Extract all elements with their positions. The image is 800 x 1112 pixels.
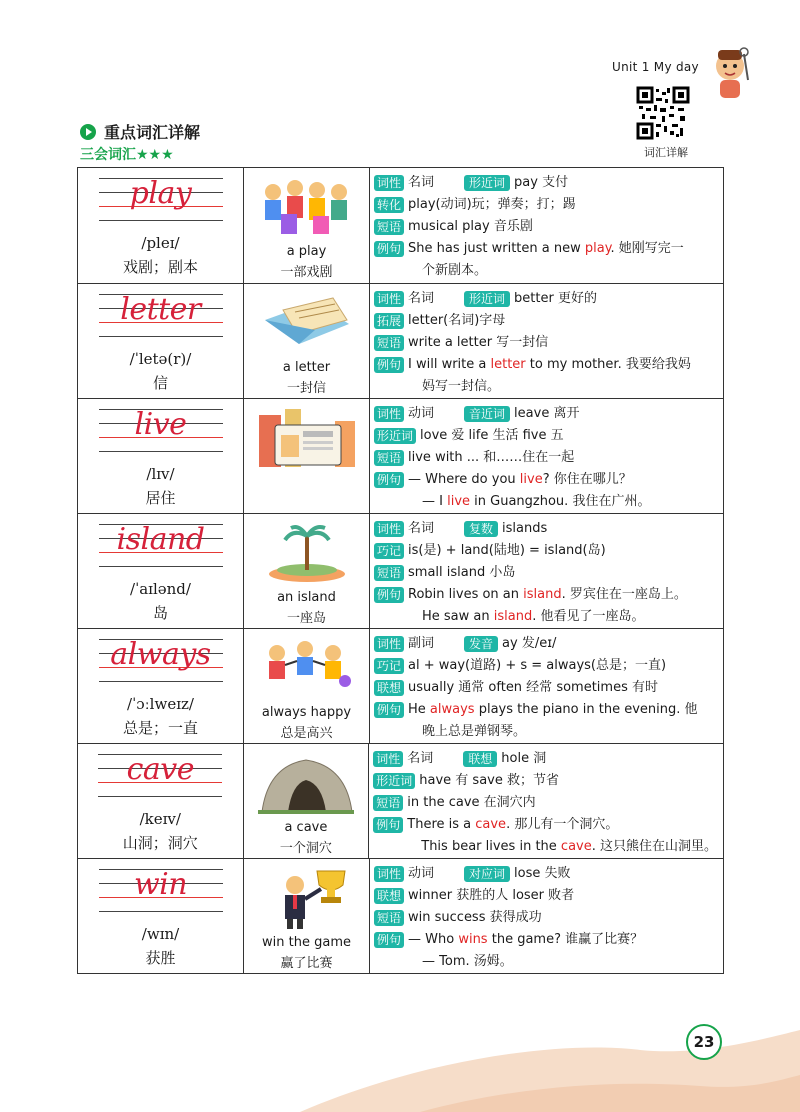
page-number: 23 xyxy=(686,1024,722,1060)
word-cell xyxy=(78,399,244,513)
category-tag: 词性 xyxy=(374,175,404,191)
picture-caption-en: a play xyxy=(286,244,327,259)
info-text: 名词 xyxy=(407,751,434,766)
info-text: in the cave 在洞穴内 xyxy=(407,795,536,810)
meaning: 居住 xyxy=(145,489,176,507)
info-text: hole 洞 xyxy=(501,751,547,766)
section-subtitle: 三会词汇★★★ xyxy=(80,147,174,163)
headword: letter xyxy=(120,292,201,327)
info-line xyxy=(374,540,717,562)
unit-title: Unit 1 My day xyxy=(612,60,699,74)
qr-caption: 词汇详解 xyxy=(644,146,688,159)
category-tag: 对应词 xyxy=(464,866,510,882)
info-text: win success 获得成功 xyxy=(408,910,542,925)
word-cell xyxy=(78,284,244,398)
example-text: ? 你住在哪儿？ xyxy=(542,472,632,487)
example-text: He saw an xyxy=(422,609,494,624)
picture-caption-cn: 一封信 xyxy=(286,381,326,396)
picture-caption-cn: 一部戏剧 xyxy=(280,265,333,280)
play-bullet-icon xyxy=(80,124,96,140)
info-text: small island 小岛 xyxy=(408,565,516,580)
info-line xyxy=(374,885,717,907)
example-text: to my mother. 我要给我妈 xyxy=(525,357,691,372)
example-text: . 他看见了一座岛。 xyxy=(532,609,645,624)
example-text: in Guangzhou. 我住在广州。 xyxy=(470,494,651,509)
info-text: better 更好的 xyxy=(514,291,597,306)
info-line xyxy=(374,332,717,354)
info-text: pay 支付 xyxy=(514,175,569,190)
category-tag: 词性 xyxy=(374,406,404,422)
handwriting-lines xyxy=(99,174,223,222)
info-line-continued xyxy=(374,606,717,628)
info-text: lose 失败 xyxy=(514,866,571,881)
info-text: winner 获胜的人 loser 败者 xyxy=(408,888,575,903)
phonetic: /wɪn/ xyxy=(141,925,180,943)
info-text: musical play 音乐剧 xyxy=(408,219,533,234)
category-tag: 词性 xyxy=(374,636,404,652)
vocabulary-table xyxy=(77,167,724,974)
info-text: love 爱 life 生活 five 五 xyxy=(420,428,564,443)
example-text: the game? 谁赢了比赛？ xyxy=(487,932,644,947)
word-cell xyxy=(78,514,244,628)
example-text: I will write a xyxy=(408,357,491,372)
info-line xyxy=(374,216,717,238)
category-tag: 形近词 xyxy=(464,291,510,307)
picture-caption-cn: 赢了比赛 xyxy=(280,956,333,971)
info-line xyxy=(374,907,717,929)
category-tag: 短语 xyxy=(374,335,404,351)
category-tag: 形近词 xyxy=(373,773,415,789)
info-line-continued xyxy=(374,376,717,398)
category-tag: 例句 xyxy=(374,587,404,603)
category-tag: 短语 xyxy=(374,565,404,581)
info-line xyxy=(374,562,717,584)
category-tag: 词性 xyxy=(373,751,403,767)
highlight-word: cave xyxy=(475,817,507,832)
illustration-image xyxy=(254,750,358,816)
qr-code-icon xyxy=(636,86,690,140)
vocab-row xyxy=(78,858,723,973)
highlight-word: play xyxy=(584,241,611,256)
word-cell xyxy=(78,744,244,858)
illustration-image xyxy=(255,635,359,701)
example-text: There is a xyxy=(407,817,476,832)
word-cell xyxy=(78,629,244,743)
illustration-image xyxy=(255,520,359,586)
info-text: play(动词)玩；弹奏；打；踢 xyxy=(408,197,576,212)
example-text: This bear lives in the xyxy=(421,839,561,854)
meaning: 信 xyxy=(152,374,168,392)
info-line xyxy=(374,633,717,655)
example-text: 晚上总是弹钢琴。 xyxy=(422,724,527,739)
info-text: islands xyxy=(502,521,548,536)
category-tag: 拓展 xyxy=(374,313,404,329)
example-text: — I xyxy=(422,494,448,509)
meaning: 岛 xyxy=(152,604,168,622)
category-tag: 例句 xyxy=(373,817,403,833)
highlight-word: live xyxy=(447,494,471,509)
headword: cave xyxy=(126,752,194,787)
info-line xyxy=(373,770,717,792)
info-text: 名词 xyxy=(408,291,435,306)
phonetic: /ˈɔːlweɪz/ xyxy=(127,695,194,713)
category-tag: 短语 xyxy=(373,795,403,811)
category-tag: 词性 xyxy=(374,866,404,882)
info-text: have 有 save 救；节省 xyxy=(419,773,559,788)
vocab-row xyxy=(78,398,723,513)
illustration-image xyxy=(255,290,359,356)
illustration-image xyxy=(255,865,359,931)
info-line xyxy=(374,354,717,376)
meaning: 戏剧；剧本 xyxy=(122,258,198,276)
phonetic: /pleɪ/ xyxy=(141,234,180,252)
highlight-word: island xyxy=(523,587,562,602)
vocab-row xyxy=(78,283,723,398)
info-line xyxy=(374,929,717,951)
illustration-image xyxy=(255,174,359,240)
illustration-image xyxy=(255,405,359,471)
meaning: 山洞；洞穴 xyxy=(122,834,198,852)
info-line xyxy=(374,469,717,491)
handwriting-lines xyxy=(99,520,223,568)
example-text: plays the piano in the evening. 他 xyxy=(474,702,698,717)
info-text: 名词 xyxy=(408,521,435,536)
info-line-continued xyxy=(374,721,717,743)
section-heading xyxy=(80,120,200,143)
info-line xyxy=(374,677,717,699)
category-tag: 例句 xyxy=(374,472,404,488)
example-text: He xyxy=(408,702,430,717)
picture-caption-cn: 一个洞穴 xyxy=(279,841,332,856)
picture-caption-en: always happy xyxy=(261,705,352,720)
meaning: 总是；一直 xyxy=(122,719,198,737)
info-line xyxy=(374,447,717,469)
example-text: She has just written a new xyxy=(408,241,585,256)
info-line xyxy=(374,403,717,425)
info-line xyxy=(373,792,717,814)
category-tag: 联想 xyxy=(463,751,497,767)
handwriting-lines xyxy=(98,750,222,798)
vocab-row xyxy=(78,743,723,858)
headword: play xyxy=(129,176,192,211)
category-tag: 词性 xyxy=(374,291,404,307)
picture-caption-en: an island xyxy=(277,590,336,605)
example-text: . 那儿有一个洞穴。 xyxy=(506,817,619,832)
info-line xyxy=(374,655,717,677)
info-text: al + way(道路) + s = always(总是；一直) xyxy=(408,658,667,673)
picture-cell xyxy=(244,168,370,283)
phonetic: /lɪv/ xyxy=(146,465,175,483)
info-text: 动词 xyxy=(408,406,435,421)
vocab-row xyxy=(78,168,723,283)
info-text: 动词 xyxy=(408,866,435,881)
picture-cell xyxy=(244,744,370,858)
picture-cell xyxy=(244,514,370,628)
info-line xyxy=(373,814,717,836)
info-cell xyxy=(370,284,723,398)
info-line-continued xyxy=(374,260,717,282)
phonetic: /ˈletə(r)/ xyxy=(129,350,192,368)
highlight-word: wins xyxy=(458,932,488,947)
info-line xyxy=(374,194,717,216)
category-tag: 发音 xyxy=(464,636,498,652)
picture-caption-cn: 一座岛 xyxy=(286,611,326,626)
info-text: letter(名词)字母 xyxy=(408,313,506,328)
category-tag: 转化 xyxy=(374,197,404,213)
category-tag: 词性 xyxy=(374,521,404,537)
headword: island xyxy=(116,522,205,557)
info-cell xyxy=(370,859,723,973)
info-line xyxy=(374,425,717,447)
category-tag: 例句 xyxy=(374,357,404,373)
info-line-continued xyxy=(373,836,717,858)
example-text: Robin lives on an xyxy=(408,587,524,602)
handwriting-lines xyxy=(99,405,223,453)
info-cell xyxy=(370,399,723,513)
category-tag: 短语 xyxy=(374,910,404,926)
example-text: . 这只熊住在山洞里。 xyxy=(591,839,717,854)
mascot-icon xyxy=(706,44,754,102)
picture-caption-en: a letter xyxy=(282,360,331,375)
word-cell xyxy=(78,168,244,283)
example-text: — Who xyxy=(408,932,459,947)
info-line xyxy=(374,518,717,540)
info-line xyxy=(374,584,717,606)
highlight-word: always xyxy=(429,702,475,717)
category-tag: 形近词 xyxy=(374,428,416,444)
handwriting-lines xyxy=(99,865,223,913)
picture-caption-en: win the game xyxy=(262,935,351,950)
category-tag: 巧记 xyxy=(374,658,404,674)
info-text: is(是) + land(陆地) = island(岛) xyxy=(408,543,606,558)
picture-cell xyxy=(244,629,370,743)
example-text: 个新剧本。 xyxy=(422,263,488,278)
info-cell xyxy=(370,629,723,743)
info-line xyxy=(374,238,717,260)
headword: win xyxy=(133,867,188,902)
info-text: 名词 xyxy=(408,175,435,190)
info-text: 副词 xyxy=(408,636,435,651)
example-text: . 罗宾住在一座岛上。 xyxy=(561,587,687,602)
category-tag: 短语 xyxy=(374,450,404,466)
info-line-continued xyxy=(374,951,717,973)
info-line xyxy=(373,748,717,770)
picture-caption-en: a cave xyxy=(284,820,328,835)
picture-caption-cn: 总是高兴 xyxy=(280,726,333,741)
picture-cell xyxy=(244,859,370,973)
info-line xyxy=(374,863,717,885)
category-tag: 巧记 xyxy=(374,543,404,559)
category-tag: 联想 xyxy=(374,680,404,696)
example-text: — Where do you xyxy=(408,472,520,487)
highlight-word: letter xyxy=(490,357,526,372)
highlight-word: cave xyxy=(560,839,592,854)
category-tag: 例句 xyxy=(374,702,404,718)
meaning: 获胜 xyxy=(145,949,176,967)
phonetic: /keɪv/ xyxy=(139,810,181,828)
info-line-continued xyxy=(374,491,717,513)
highlight-word: live xyxy=(519,472,543,487)
info-line xyxy=(374,172,717,194)
example-text: . 她刚写完一 xyxy=(610,241,684,256)
example-text: — Tom. 汤姆。 xyxy=(422,954,513,969)
info-cell xyxy=(370,514,723,628)
info-cell xyxy=(370,168,723,283)
word-cell xyxy=(78,859,244,973)
section-title: 重点词汇详解 xyxy=(104,123,201,142)
headword: always xyxy=(110,637,211,672)
info-text: leave 离开 xyxy=(514,406,580,421)
picture-cell xyxy=(244,284,370,398)
info-line xyxy=(374,310,717,332)
info-line xyxy=(374,288,717,310)
info-text: ay 发/eɪ/ xyxy=(502,636,557,651)
handwriting-lines xyxy=(99,290,223,338)
category-tag: 形近词 xyxy=(464,175,510,191)
handwriting-lines xyxy=(99,635,223,683)
category-tag: 例句 xyxy=(374,932,404,948)
vocab-row xyxy=(78,513,723,628)
category-tag: 例句 xyxy=(374,241,404,257)
category-tag: 复数 xyxy=(464,521,498,537)
info-text: live with ... 和……住在一起 xyxy=(408,450,575,465)
example-text: 妈写一封信。 xyxy=(422,379,501,394)
phonetic: /ˈaɪlənd/ xyxy=(130,580,191,598)
picture-cell xyxy=(244,399,370,513)
highlight-word: island xyxy=(493,609,533,624)
category-tag: 短语 xyxy=(374,219,404,235)
info-text: usually 通常 often 经常 sometimes 有时 xyxy=(408,680,658,695)
info-cell xyxy=(369,744,723,858)
headword: live xyxy=(134,407,187,442)
info-text: write a letter 写一封信 xyxy=(408,335,549,350)
vocab-row xyxy=(78,628,723,743)
category-tag: 联想 xyxy=(374,888,404,904)
info-line xyxy=(374,699,717,721)
category-tag: 音近词 xyxy=(464,406,510,422)
